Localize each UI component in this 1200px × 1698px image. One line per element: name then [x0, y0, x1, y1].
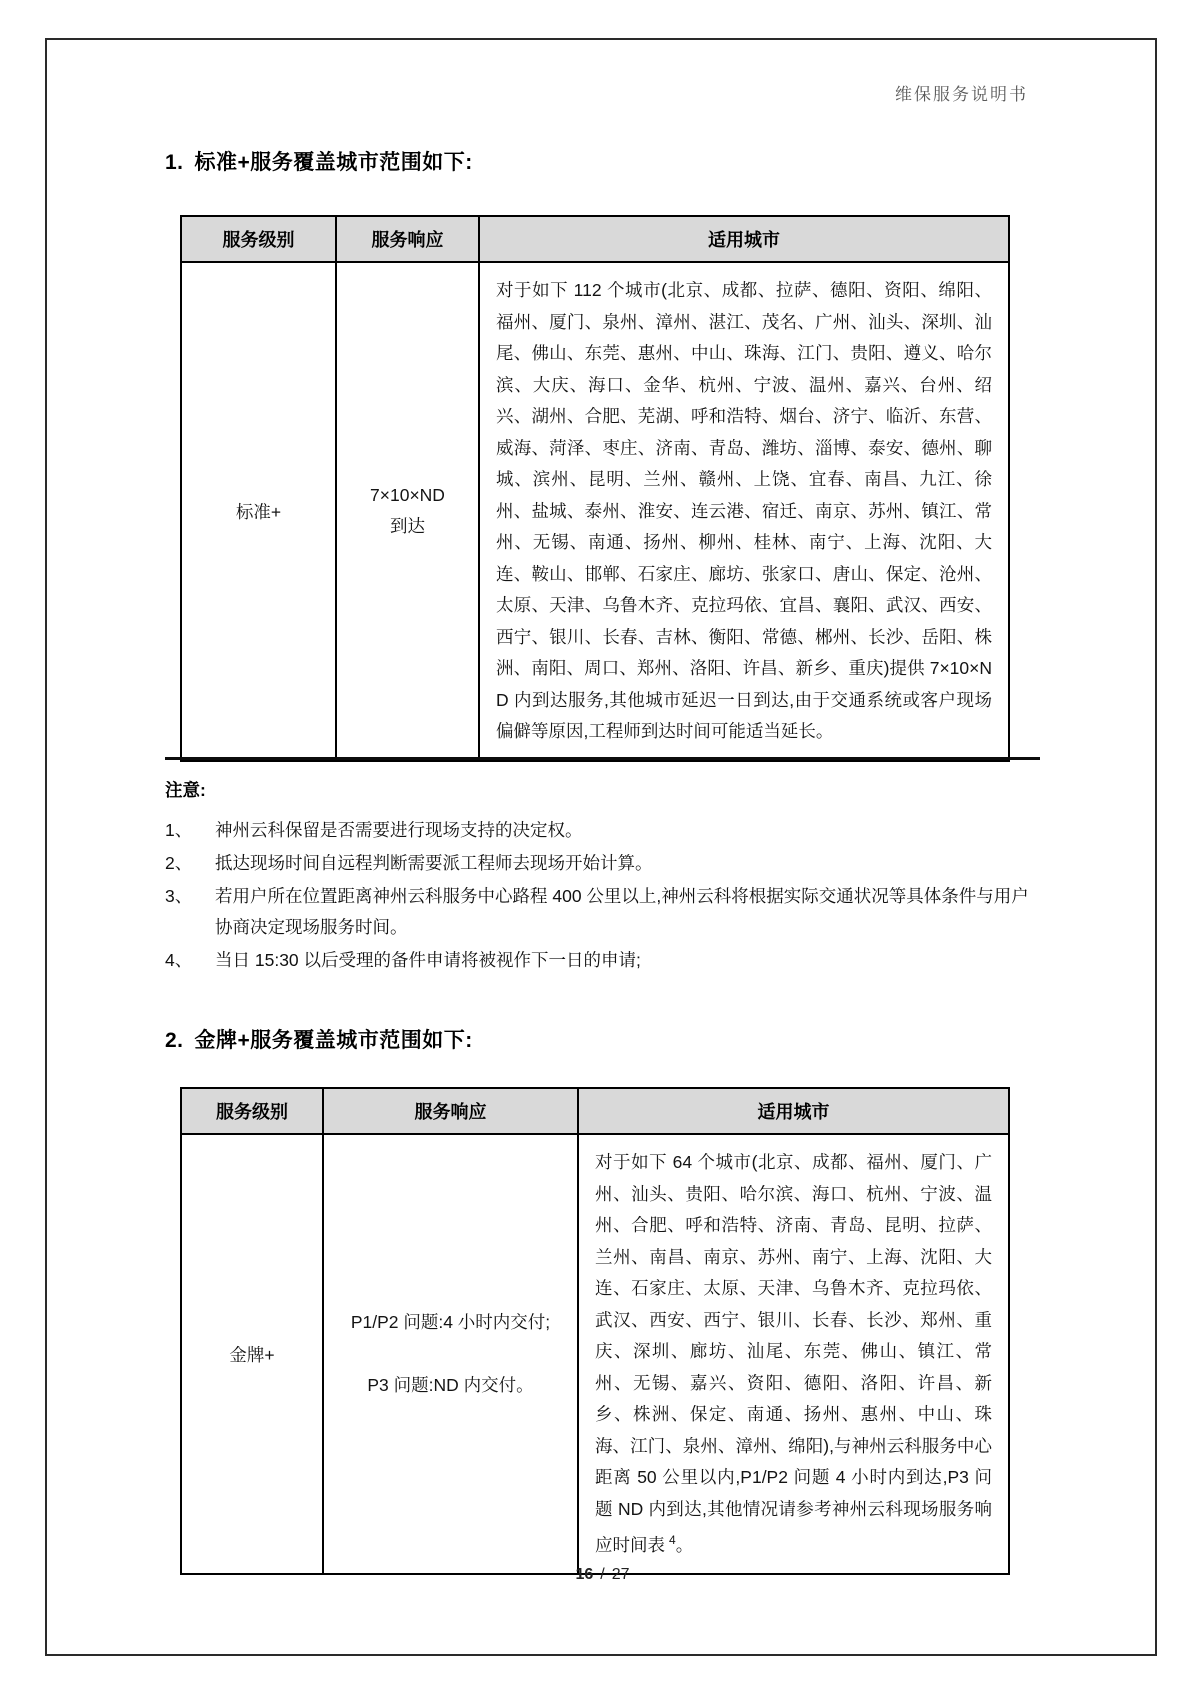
section1-heading-text: 标准+服务覆盖城市范围如下:: [194, 151, 473, 174]
table1-service-response-cell: [336, 262, 479, 761]
note-number: 3、: [165, 886, 193, 906]
section2-heading-text: 金牌+服务覆盖城市范围如下:: [194, 1029, 473, 1052]
table2-service-response-cell: [323, 1134, 578, 1574]
table1-col-header-service-response: 服务响应: [336, 216, 479, 262]
note-number: 2、: [165, 853, 193, 873]
section-divider-rule: [165, 757, 1040, 760]
table2-applicable-cities-cell: [578, 1134, 1009, 1574]
document-header-title: 维保服务说明书: [895, 85, 1028, 104]
table2-cities-text-end: 。: [675, 1534, 694, 1555]
total-pages: 27: [611, 1566, 630, 1583]
table2-cities-text: 对于如下 64 个城市(北京、成都、福州、厦门、广州、汕头、贵阳、哈尔滨、海口、杭州、宁波、温州、合肥、呼和浩特、济南、青岛、昆明、拉萨、兰州、南昌、南京、苏州、南宁、上海、沈阳、大连、石家庄、太原、天津、乌鲁木齐、克拉玛依、武汉、西安、西宁、银川、长春、长沙、郑州、重庆、深圳、廊坊、汕尾、东莞、佛山、镇江、常州、无锡、嘉兴、资阳、德阳、洛阳、许昌、新乡、株洲、保定、南通、扬州、惠州、中山、珠海、江门、泉州、漳州、绵阳),与神州云科服务中心距离 50 公里以内,P1/P2 问题 4 小时内到达,P3 问题 ND 内到达,其他情况请参考神州云科现场服务响应时间表: [595, 1152, 992, 1555]
notes-section: [165, 775, 1041, 978]
note-item-3: [165, 881, 1041, 943]
table2-header-row: [181, 1088, 1009, 1134]
table2-response-p2: P3 问题:ND 内交付。: [367, 1374, 534, 1395]
table1-data-row: [181, 262, 1009, 761]
table2-service-level-cell: 金牌+: [181, 1134, 323, 1574]
note-text: 若用户所在位置距离神州云科服务中心路程 400 公里以上,神州云科将根据实际交通状况等具体条件与用户协商决定现场服务时间。: [215, 886, 1029, 937]
table1-header-row: [181, 216, 1009, 262]
table2-response-p1: P1/P2 问题:4 小时内交付;: [350, 1312, 551, 1333]
gold-plus-coverage-table: [180, 1087, 1010, 1575]
section2-heading: [165, 1024, 473, 1054]
standard-plus-coverage-table: [180, 215, 1010, 762]
table1-response-line2: 到达: [390, 516, 425, 537]
page-footer: [165, 1566, 1040, 1584]
note-item-4: [165, 945, 1041, 976]
table1-response-line1: 7×10×ND: [370, 484, 445, 505]
table2-col-header-service-level: 服务级别: [181, 1088, 323, 1134]
note-text: 抵达现场时间自远程判断需要派工程师去现场开始计算。: [215, 853, 653, 873]
section1-heading: [165, 146, 473, 176]
note-number: 4、: [165, 950, 193, 970]
notes-heading: 注意:: [165, 780, 206, 800]
table1-applicable-cities-cell: 对于如下 112 个城市(北京、成都、拉萨、德阳、资阳、绵阳、福州、厦门、泉州、漳州、湛江、茂名、广州、汕头、深圳、汕尾、佛山、东莞、惠州、中山、珠海、江门、贵阳、遵义、哈尔滨、大庆、海口、金华、杭州、宁波、温州、嘉兴、台州、绍兴、湖州、合肥、芜湖、呼和浩特、烟台、济宁、临沂、东营、威海、菏泽、枣庄、济南、青岛、潍坊、淄博、泰安、德州、聊城、滨州、昆明、兰州、赣州、上饶、宜春、南昌、九江、徐州、盐城、泰州、淮安、连云港、宿迁、南京、苏州、镇江、常州、无锡、南通、扬州、柳州、桂林、南宁、上海、沈阳、大连、鞍山、邯郸、石家庄、廊坊、张家口、唐山、保定、沧州、太原、天津、乌鲁木齐、克拉玛依、宜昌、襄阳、武汉、西安、西宁、银川、长春、吉林、衡阳、常德、郴州、长沙、岳阳、株洲、南阳、周口、郑州、洛阳、许昌、新乡、重庆)提供 7×10×ND 内到达服务,其他城市延迟一日到达,由于交通系统或客户现场偏僻等原因,工程师到达时间可能适当延长。: [479, 262, 1009, 761]
current-page-number: 16: [575, 1566, 594, 1583]
section2-number: 2.: [165, 1029, 184, 1052]
note-number: 1、: [165, 820, 193, 840]
note-item-2: [165, 848, 1041, 879]
table1-service-level-cell: 标准+: [181, 262, 336, 761]
table2-col-header-applicable-cities: 适用城市: [578, 1088, 1009, 1134]
page-number-separator: /: [600, 1566, 605, 1583]
table2-col-header-service-response: 服务响应: [323, 1088, 578, 1134]
note-text: 神州云科保留是否需要进行现场支持的决定权。: [215, 820, 583, 840]
note-item-1: [165, 815, 1041, 846]
section1-number: 1.: [165, 151, 184, 174]
table1-col-header-applicable-cities: 适用城市: [479, 216, 1009, 262]
footnote-reference: 4: [669, 1533, 676, 1547]
note-text: 当日 15:30 以后受理的备件申请将被视作下一日的申请;: [215, 950, 641, 970]
table1-col-header-service-level: 服务级别: [181, 216, 336, 262]
table2-data-row: [181, 1134, 1009, 1574]
